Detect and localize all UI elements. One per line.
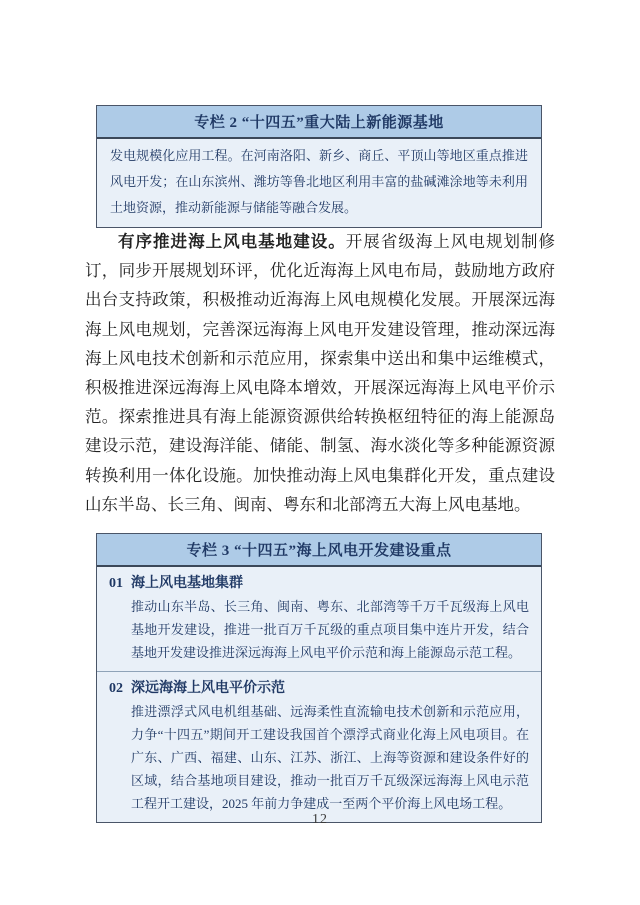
box3-item-1-heading (109, 572, 529, 595)
box3-item-2-title: 深远海海上风电平价示范 (131, 681, 285, 696)
body-paragraph (85, 227, 555, 519)
box3-item-2-number: 02 (109, 681, 123, 696)
paragraph-rest: 开展省级海上风电规划制修订，同步开展规划环评，优化近海海上风电布局，鼓励地方政府出台支持政策，积极推动近海海上风电规模化发展。开展深远海海上风电规划，完善深远海海上风电开发建设管理，推动深远海海上风电技术创新和示范应用，探索集中送出和集中运维模式，积极推进深远海海上风电降本增效，开展深远海海上风电平价示范。探索推进具有海上能源资源供给转换枢纽特征的海上能源岛建设示范，建设海洋能、储能、制氢、海水淡化等多种能源资源转换利用一体化设施。加快推动海上风电集群化开发，重点建设山东半岛、长三角、闽南、粤东和北部湾五大海上风电基地。 (85, 232, 556, 514)
box2-header (97, 106, 541, 139)
box3-title: 专栏 3 “十四五”海上风电开发建设重点 (186, 543, 452, 559)
box3-item-2-heading (109, 677, 529, 700)
box3-item-2-text: 推进漂浮式风电机组基础、远海柔性直流输电技术创新和示范应用，力争“十四五”期间开工建设我国首个漂浮式商业化海上风电项目。在广东、广西、福建、山东、江苏、浙江、上海等资源和建设条件好的区域，结合基地项目建设，推动一批百万千瓦级深远海海上风电示范工程开工建设，2025 年前力争建成一至两个平价海上风电场工程。 (131, 704, 529, 811)
page-footer (0, 810, 640, 828)
box3-header (97, 534, 541, 567)
callout-box-3 (96, 533, 542, 823)
box3-item-1-text: 推动山东半岛、长三角、闽南、粤东、北部湾等千万千瓦级海上风电基地开发建设，推进一批百万千瓦级的重点项目集中连片开发，结合基地开发建设推进深远海海上风电平价示范和海上能源岛示范工程。 (131, 599, 529, 660)
box3-item-1 (97, 567, 541, 671)
box2-title: 专栏 2 “十四五”重大陆上新能源基地 (194, 115, 444, 131)
page-number: 12 (312, 812, 328, 827)
box3-item-2 (97, 671, 541, 822)
box3-body (97, 567, 541, 822)
box3-item-1-number: 01 (109, 576, 123, 591)
box2-body (97, 139, 541, 227)
box2-text: 发电规模化应用工程。在河南洛阳、新乡、商丘、平顶山等地区重点推进风电开发；在山东滨州、潍坊等鲁北地区利用丰富的盐碱滩涂地等未利用土地资源，推动新能源与储能等融合发展。 (110, 148, 528, 215)
paragraph-lead-bold: 有序推进海上风电基地建设。 (118, 232, 346, 251)
box3-item-1-title: 海上风电基地集群 (131, 576, 243, 591)
callout-box-2 (96, 105, 542, 228)
